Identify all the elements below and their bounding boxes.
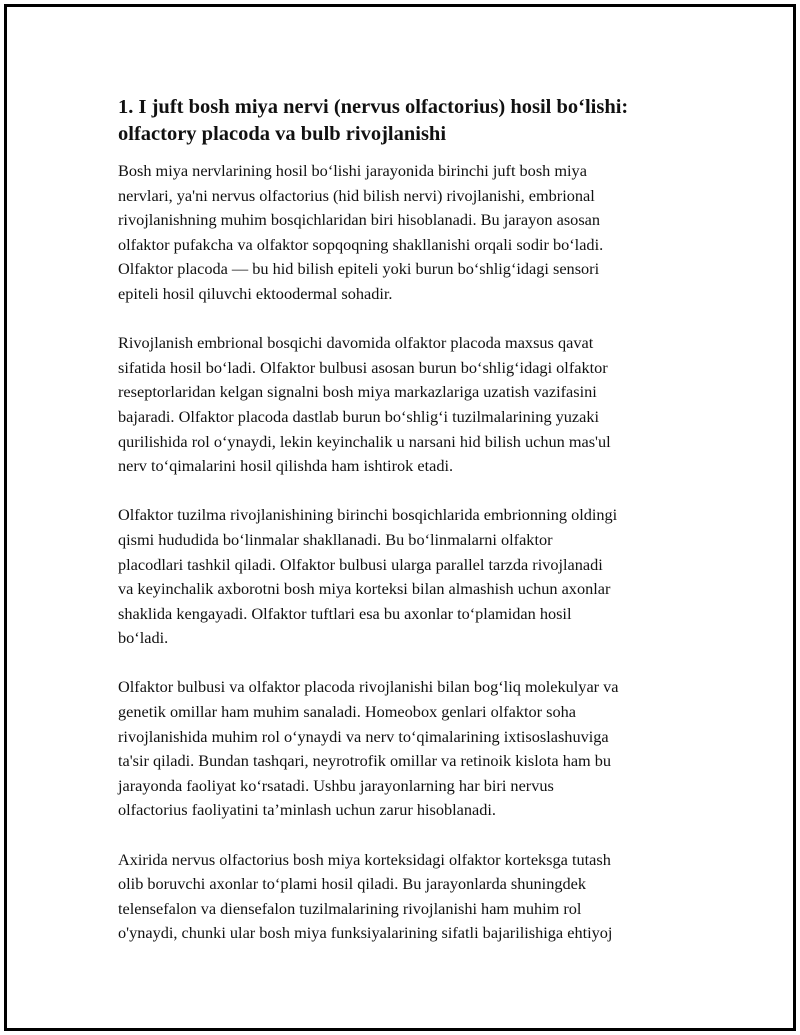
text-line: o'ynaydi, chunki ular bosh miya funksiyalarining sifatli bajarilishiga ehtiyoj <box>118 923 613 943</box>
document-body <box>118 94 688 971</box>
text-line: qismi hududida bo‘linmalar shakllanadi. Bu bo‘linmalarni olfaktor <box>118 529 553 549</box>
paragraph-5 <box>118 848 688 946</box>
paragraph-2 <box>118 331 688 479</box>
text-line: bo‘ladi. <box>118 628 169 648</box>
paragraph-3 <box>118 503 688 651</box>
text-line: bajaradi. Olfaktor placoda dastlab burun bo‘shlig‘i tuzilmalarining yuzaki <box>118 406 600 426</box>
text-line: shaklida kengayadi. Olfaktor tuftlari esa bu axonlar to‘plamidan hosil <box>118 603 572 623</box>
paragraph-4 <box>118 675 688 823</box>
text-line: Olfaktor bulbusi va olfaktor placoda rivojlanishi bilan bog‘liq molekulyar va <box>118 677 619 697</box>
text-line: Olfaktor placoda — bu hid bilish epiteli yoki burun bo‘shlig‘idagi sensori <box>118 259 600 279</box>
text-line: reseptorlaridan kelgan signalni bosh miya markazlariga uzatish vazifasini <box>118 382 597 402</box>
text-line: Rivojlanish embrional bosqichi davomida olfaktor placoda maxsus qavat <box>118 333 594 353</box>
text-line: rivojlanishning muhim bosqichlaridan biri hisoblanadi. Bu jarayon asosan <box>118 210 601 230</box>
text-line: telensefalon va diensefalon tuzilmalarining rivojlanishi ham muhim rol <box>118 898 582 918</box>
text-line: Olfaktor tuzilma rivojlanishining birinchi bosqichlarida embrionning oldingi <box>118 505 618 525</box>
paragraph-1 <box>118 159 688 307</box>
text-line: Bosh miya nervlarining hosil bo‘lishi jarayonida birinchi juft bosh miya <box>118 161 587 180</box>
section-heading <box>118 94 688 148</box>
text-line: jarayonda faoliyat ko‘rsatadi. Ushbu jarayonlarning har biri nervus <box>118 775 554 795</box>
text-line: olib boruvchi axonlar to‘plami hosil qiladi. Bu jarayonlarda shuningdek <box>118 874 586 894</box>
heading-line: 1. I juft bosh miya nervi (nervus olfactorius) hosil bo‘lishi: <box>118 96 629 118</box>
text-line: va keyinchalik axborotni bosh miya korteksi bilan almashish uchun axonlar <box>118 579 611 599</box>
text-line: olfaktor pufakcha va olfaktor sopqoqning shakllanishi orqali sodir bo‘ladi. <box>118 234 604 254</box>
text-line: nerv to‘qimalarini hosil qilishda ham ishtirok etadi. <box>118 456 454 476</box>
text-line: genetik omillar ham muhim sanaladi. Homeobox genlari olfaktor soha <box>118 702 577 722</box>
heading-line: olfactory placoda va bulb rivojlanishi <box>118 123 447 145</box>
text-line: nervlari, ya'ni nervus olfactorius (hid bilish nervi) rivojlanishi, embrional <box>118 185 595 205</box>
text-line: rivojlanishida muhim rol o‘ynaydi va nerv to‘qimalarining ixtisoslashuviga <box>118 726 609 746</box>
text-line: placodlari tashkil qiladi. Olfaktor bulbusi ularga parallel tarzda rivojlanadi <box>118 554 603 574</box>
text-line: olfactorius faoliyatini ta’minlash uchun zarur hisoblanadi. <box>118 800 496 820</box>
text-line: epiteli hosil qiluvchi ektoodermal sohadir. <box>118 283 393 303</box>
text-line: qurilishida rol o‘ynaydi, lekin keyinchalik u narsani hid bilish uchun mas'ul <box>118 431 611 451</box>
text-line: Axirida nervus olfactorius bosh miya korteksidagi olfaktor korteksga tutash <box>118 849 611 869</box>
text-line: ta'sir qiladi. Bundan tashqari, neyrotrofik omillar va retinoik kislota ham bu <box>118 751 612 771</box>
text-line: sifatida hosil bo‘ladi. Olfaktor bulbusi asosan burun bo‘shlig‘idagi olfaktor <box>118 357 608 377</box>
